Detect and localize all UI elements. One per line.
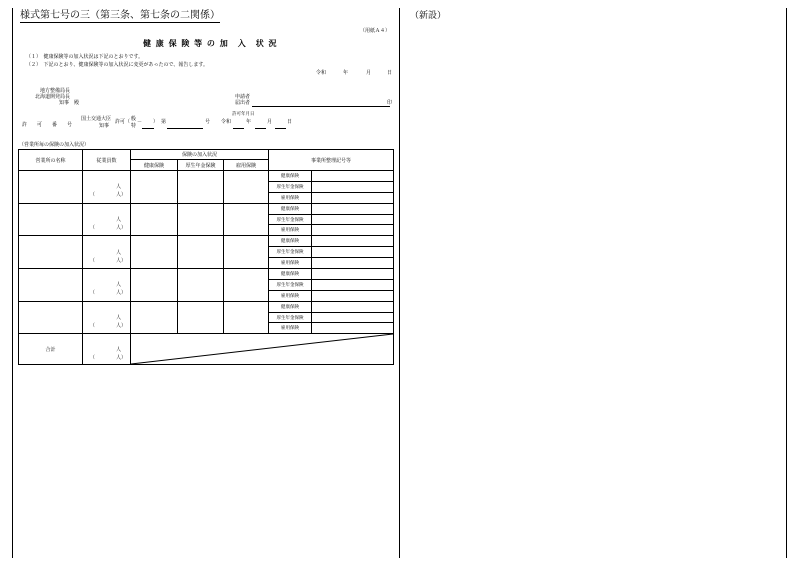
insurance-type-label: 健康保険 [269, 171, 312, 182]
registration-number-cell[interactable] [312, 258, 394, 269]
pension-status-cell[interactable] [178, 203, 224, 236]
staff-count-cell[interactable] [83, 269, 131, 302]
employment-status-cell[interactable] [224, 269, 269, 302]
people-paren-close: 人） [116, 192, 127, 199]
permit-year-field[interactable] [233, 128, 244, 129]
people-paren-close: 人） [116, 257, 127, 264]
insurance-type-label: 厚生年金保険 [269, 181, 312, 192]
people-paren-close: 人） [116, 323, 127, 330]
permit-day-field[interactable] [275, 128, 286, 129]
pension-status-cell[interactable] [178, 171, 224, 204]
employment-status-cell[interactable] [224, 171, 269, 204]
table-row [19, 301, 394, 312]
insurance-type-label: 厚生年金保険 [269, 312, 312, 323]
office-name-cell[interactable] [19, 236, 83, 269]
note-2: （２） 下記のとおり、健康保険等の加入状況に変更があったので、報告します。 [26, 62, 208, 68]
permit-go: 号 [205, 119, 211, 125]
people-paren-open: （ [90, 257, 96, 264]
section-label: （営業所毎の保険の加入状況） [19, 142, 90, 148]
people-paren-close: 人） [116, 354, 127, 361]
left-border [12, 8, 13, 558]
permit-label: 許 可 番 号 [22, 122, 73, 128]
office-name-cell[interactable] [19, 301, 83, 334]
people-paren-close: 人） [116, 290, 127, 297]
registration-number-cell[interactable] [312, 171, 394, 182]
diagonal-line [131, 334, 393, 364]
center-divider [399, 8, 400, 558]
staff-count-cell[interactable] [83, 236, 131, 269]
total-blank-cell [131, 334, 394, 365]
registration-number-cell[interactable] [312, 279, 394, 290]
people-unit: 人 [116, 249, 122, 256]
applicant-label: 申請者 [235, 94, 251, 100]
total-staff-cell[interactable] [83, 334, 131, 365]
office-name-cell[interactable] [19, 203, 83, 236]
permit-dash: － [137, 119, 143, 125]
header-staff-count: 従業員数 [83, 150, 131, 171]
date-year: 年 [343, 70, 349, 76]
health-status-cell[interactable] [131, 171, 178, 204]
registration-number-cell[interactable] [312, 214, 394, 225]
people-paren-open: （ [90, 354, 96, 361]
header-registration: 事業所整理記号等 [269, 150, 394, 171]
new-mark: （新設） [410, 11, 447, 21]
addressee-governor: 知事 殿 [59, 100, 80, 106]
pension-status-cell[interactable] [178, 301, 224, 334]
permit-number-field[interactable] [167, 128, 203, 129]
header-health: 健康保険 [131, 160, 178, 171]
permit-field-1 [142, 128, 154, 129]
people-paren-close: 人） [116, 225, 127, 231]
health-status-cell[interactable] [131, 269, 178, 302]
registration-number-cell[interactable] [312, 301, 394, 312]
insurance-type-label: 厚生年金保険 [269, 247, 312, 258]
date-day: 日 [387, 70, 393, 76]
table-row [19, 203, 394, 214]
permit-date-label: 許可年月日 [232, 112, 255, 117]
insurance-type-label: 厚生年金保険 [269, 279, 312, 290]
pension-status-cell[interactable] [178, 269, 224, 302]
insurance-type-label: 健康保険 [269, 269, 312, 280]
permit-reiwa: 令和 [221, 119, 232, 125]
people-unit: 人 [116, 346, 122, 353]
employment-status-cell[interactable] [224, 236, 269, 269]
permit-month: 月 [267, 119, 273, 125]
addressee-hokkaido: 北海道開発局長 [35, 94, 71, 100]
insurance-type-label: 雇用保険 [269, 225, 312, 236]
registration-number-cell[interactable] [312, 225, 394, 236]
registration-number-cell[interactable] [312, 312, 394, 323]
employment-status-cell[interactable] [224, 203, 269, 236]
form-title: 様式第七号の三（第三条、第七条の二関係） [20, 10, 220, 21]
registration-number-cell[interactable] [312, 323, 394, 334]
people-paren-open: （ [90, 225, 96, 231]
permit-issuer-bottom: 知事 [99, 123, 110, 129]
paper-size: （用紙Ａ４） [360, 28, 391, 34]
insurance-type-label: 健康保険 [269, 236, 312, 247]
right-border [786, 8, 787, 558]
people-unit: 人 [116, 184, 122, 191]
total-row [19, 334, 394, 365]
document-title: 健 康 保 険 等 の 加 入 状 況 [143, 39, 278, 48]
permit-dai: 第 [161, 119, 167, 125]
header-office-name: 営業所の名称 [19, 150, 83, 171]
registration-number-cell[interactable] [312, 269, 394, 280]
header-pension: 厚生年金保険 [178, 160, 224, 171]
office-name-cell[interactable] [19, 269, 83, 302]
insurance-type-label: 健康保険 [269, 301, 312, 312]
total-label: 合計 [19, 334, 83, 365]
permit-general: 般 [131, 116, 137, 122]
table-row [19, 236, 394, 247]
people-unit: 人 [116, 217, 122, 223]
permit-issuer-top: 国土交通大臣 [81, 116, 112, 122]
registration-number-cell[interactable] [312, 236, 394, 247]
health-status-cell[interactable] [131, 301, 178, 334]
insurance-type-label: 健康保険 [269, 203, 312, 214]
people-paren-open: （ [90, 290, 96, 297]
people-paren-open: （ [90, 192, 96, 199]
table-row [19, 171, 394, 182]
insurance-type-label: 雇用保険 [269, 258, 312, 269]
applicant-line [252, 106, 390, 107]
header-insurance-status: 保険の加入状況 [131, 150, 269, 160]
reporter-label: 届出者 [235, 100, 251, 106]
insurance-type-label: 厚生年金保険 [269, 214, 312, 225]
addressee-regional: 地方整備局長 [40, 88, 71, 94]
table-row [19, 269, 394, 280]
date-reiwa: 令和 [316, 70, 327, 76]
health-status-cell[interactable] [131, 236, 178, 269]
staff-count-cell[interactable] [83, 171, 131, 204]
office-name-cell[interactable] [19, 171, 83, 204]
seal-mark: 印 [387, 100, 393, 106]
registration-number-cell[interactable] [312, 192, 394, 203]
insurance-type-label: 雇用保険 [269, 290, 312, 301]
staff-count-cell[interactable] [83, 203, 131, 236]
permit-close: ） [153, 119, 159, 125]
employment-status-cell[interactable] [224, 301, 269, 334]
date-month: 月 [366, 70, 372, 76]
registration-number-cell[interactable] [312, 181, 394, 192]
permit-special: 特 [131, 123, 137, 129]
permit-kyoka: 許可（ [115, 119, 131, 125]
note-1: （１） 健康保険等の加入状況は下記のとおりです。 [26, 54, 144, 60]
permit-year: 年 [246, 119, 252, 125]
registration-number-cell[interactable] [312, 247, 394, 258]
staff-count-cell[interactable] [83, 301, 131, 334]
people-unit: 人 [116, 315, 122, 322]
registration-number-cell[interactable] [312, 203, 394, 214]
header-employment: 雇用保険 [224, 160, 269, 171]
insurance-type-label: 雇用保険 [269, 192, 312, 203]
insurance-type-label: 雇用保険 [269, 323, 312, 334]
insurance-table [18, 149, 394, 365]
health-status-cell[interactable] [131, 203, 178, 236]
people-paren-open: （ [90, 323, 96, 330]
people-unit: 人 [116, 282, 122, 289]
pension-status-cell[interactable] [178, 236, 224, 269]
permit-month-field[interactable] [255, 128, 266, 129]
permit-day: 日 [287, 119, 293, 125]
registration-number-cell[interactable] [312, 290, 394, 301]
